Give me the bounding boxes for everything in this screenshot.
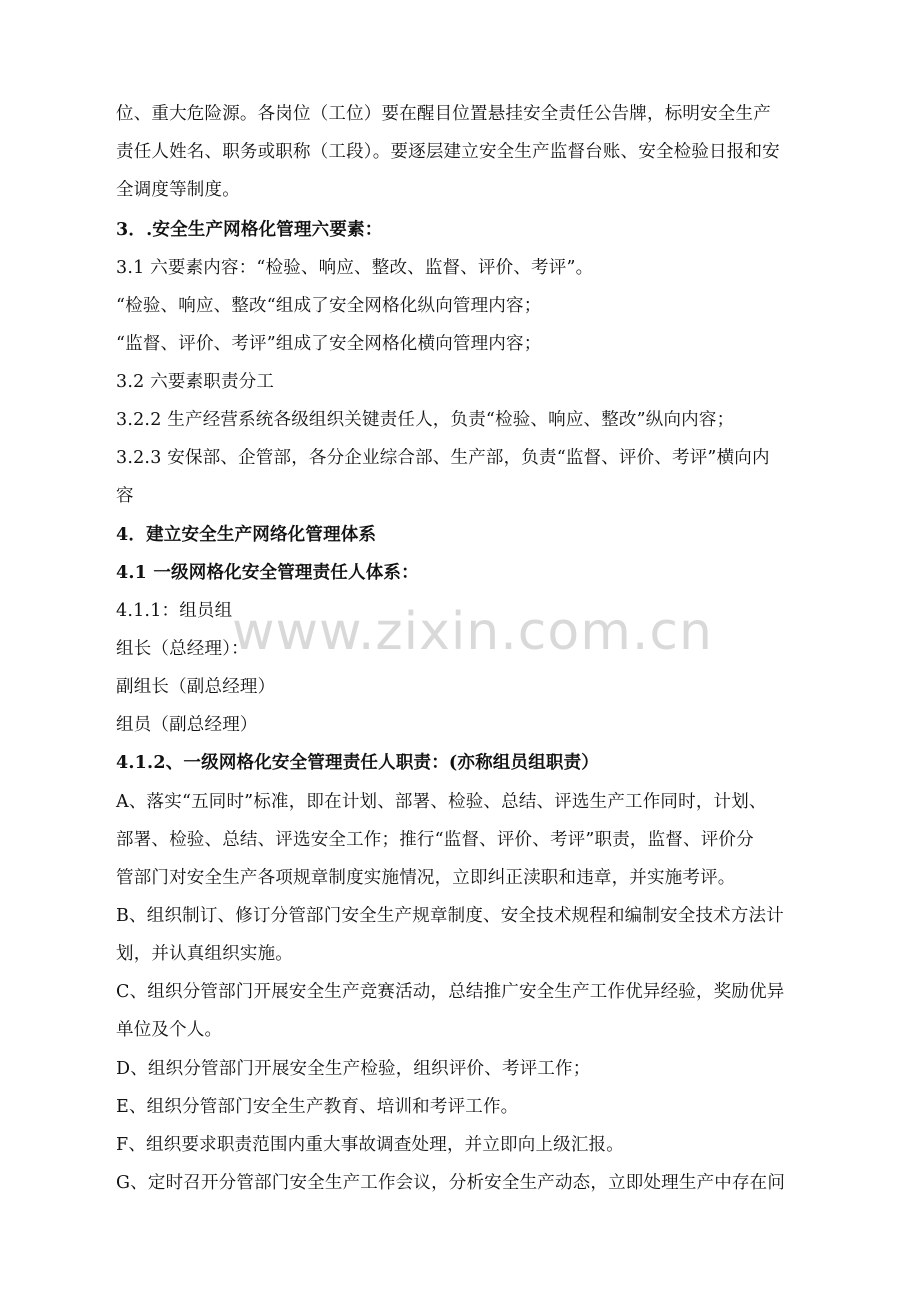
paragraph-line: 3.2 六要素职责分工	[116, 372, 275, 392]
paragraph-line: 划，并认真组织实施。	[116, 944, 293, 964]
paragraph-line: 组员（副总经理）	[116, 715, 258, 735]
paragraph-line: F、组织要求职责范围内重大事故调查处理，并立即向上级汇报。	[116, 1135, 624, 1155]
paragraph-line: 3.1 六要素内容：“检验、响应、整改、监督、评价、考评”。	[116, 258, 594, 278]
paragraph-line: E、组织分管部门安全生产教育、培训和考评工作。	[116, 1097, 519, 1117]
paragraph-line: 3.2.3 安保部、企管部，各分企业综合部、生产部，负责“监督、评价、考评”横向内	[116, 448, 770, 468]
paragraph-line: G、定时召开分管部门安全生产工作会议，分析安全生产动态，立即处理生产中存在问	[116, 1173, 786, 1193]
paragraph-line: 副组长（副总经理）	[116, 677, 276, 697]
paragraph-line: A、落实“五同时”标准，即在计划、部署、检验、总结、评选生产工作同时，计划、	[116, 792, 767, 812]
paragraph-line: 位、重大危险源。各岗位（工位）要在醒目位置悬挂安全责任公告牌，标明安全生产	[116, 104, 771, 124]
paragraph-line: 容	[116, 486, 134, 506]
paragraph-line: 单位及个人。	[116, 1020, 223, 1040]
section-heading: 3．.安全生产网格化管理六要素：	[116, 220, 383, 240]
subsection-heading: 4.1.2、一级网格化安全管理责任人职责：(亦称组员组职责）	[116, 753, 599, 773]
paragraph-line: 3.2.2 生产经营系统各级组织关键责任人，负责“检验、响应、整改”纵向内容；	[116, 410, 735, 430]
watermark: www.zixin.com.cn	[232, 602, 713, 662]
paragraph-line: 责任人姓名、职务或职称（工段）。要逐层建立安全生产监督台账、安全检验日报和安	[116, 142, 780, 162]
paragraph-line: B、组织制订、修订分管部门安全生产规章制度、安全技术规程和编制安全技术方法计	[116, 906, 784, 926]
paragraph-line: D、组织分管部门开展安全生产检验，组织评价、考评工作；	[116, 1059, 591, 1079]
paragraph-line: 全调度等制度。	[116, 180, 240, 200]
paragraph-line: “监督、评价、考评”组成了安全网格化横向管理内容；	[116, 334, 542, 354]
paragraph-line: “检验、响应、整改“组成了安全网格化纵向管理内容；	[116, 296, 542, 316]
paragraph-line: C、组织分管部门开展安全生产竞赛活动，总结推广安全生产工作优异经验，奖励优异	[116, 982, 785, 1002]
paragraph-line: 4.1.1：组员组	[116, 601, 233, 621]
section-heading: 4．建立安全生产网络化管理体系	[116, 525, 377, 545]
paragraph-line: 部署、检验、总结、评选安全工作；推行“监督、评价、考评”职责，监督、评价分	[116, 830, 754, 850]
paragraph-line: 组长（总经理）：	[116, 639, 249, 659]
paragraph-line: 管部门对安全生产各项规章制度实施情况，立即纠正渎职和违章，并实施考评。	[116, 868, 736, 888]
subsection-heading: 4.1 一级网格化安全管理责任人体系：	[116, 563, 419, 583]
